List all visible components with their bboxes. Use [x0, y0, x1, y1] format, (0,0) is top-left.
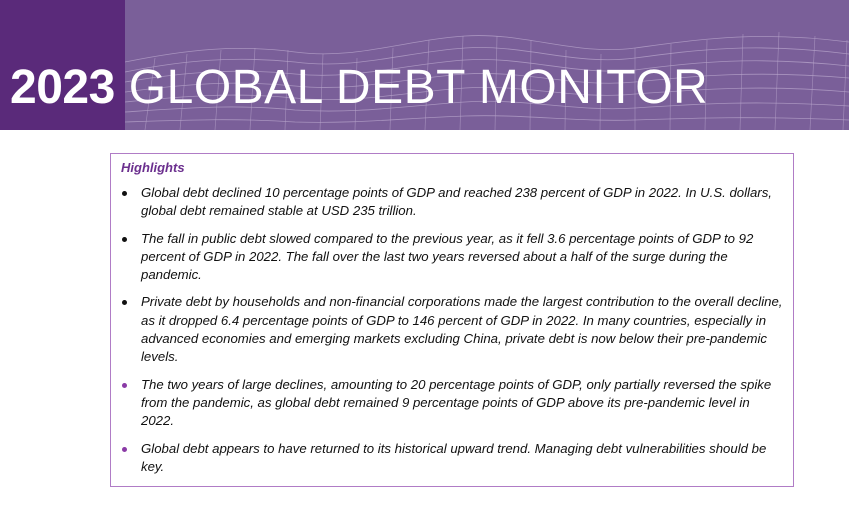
highlight-text: Global debt appears to have returned to its historical upward trend. Managing debt vulnerabilities should be key. [141, 440, 767, 474]
highlight-item [121, 293, 783, 366]
bullet-icon [122, 383, 127, 388]
highlights-list [121, 184, 783, 476]
bullet-icon [122, 237, 127, 242]
highlights-box [110, 153, 794, 487]
highlight-text: The two years of large declines, amounting to 20 percentage points of GDP, only partially reversed the spike from the pandemic, as global debt remained 9 percentage points of GDP above its pre-pandemic level in 2022. [141, 376, 772, 429]
report-year: 2023 [10, 61, 115, 114]
header-banner [0, 0, 849, 130]
bullet-icon [122, 447, 127, 452]
highlights-heading: Highlights [121, 160, 185, 175]
highlight-text: The fall in public debt slowed compared to the previous year, as it fell 3.6 percentage points of GDP to 92 percent of GDP in 2022. The fall over the last two years reversed about a half of the surge during the pandemic. [141, 230, 754, 283]
bullet-icon [122, 191, 127, 196]
highlight-item [121, 440, 783, 477]
highlight-item [121, 376, 783, 431]
report-name: GLOBAL DEBT MONITOR [128, 61, 709, 114]
bullet-icon [122, 300, 127, 305]
report-title [10, 60, 708, 116]
highlight-item [121, 230, 783, 285]
highlight-text: Private debt by households and non-financial corporations made the largest contribution to the overall decline, as it dropped 6.4 percentage points of GDP to 146 percent of GDP in 2022. In many countries, especially in advanced economies and emerging markets excluding China, private debt is now below their pre-pandemic levels. [141, 294, 783, 365]
highlight-item [121, 184, 783, 221]
highlight-text: Global debt declined 10 percentage points of GDP and reached 238 percent of GDP in 2022. In U.S. dollars, global debt remained stable at USD 235 trillion. [141, 185, 772, 219]
